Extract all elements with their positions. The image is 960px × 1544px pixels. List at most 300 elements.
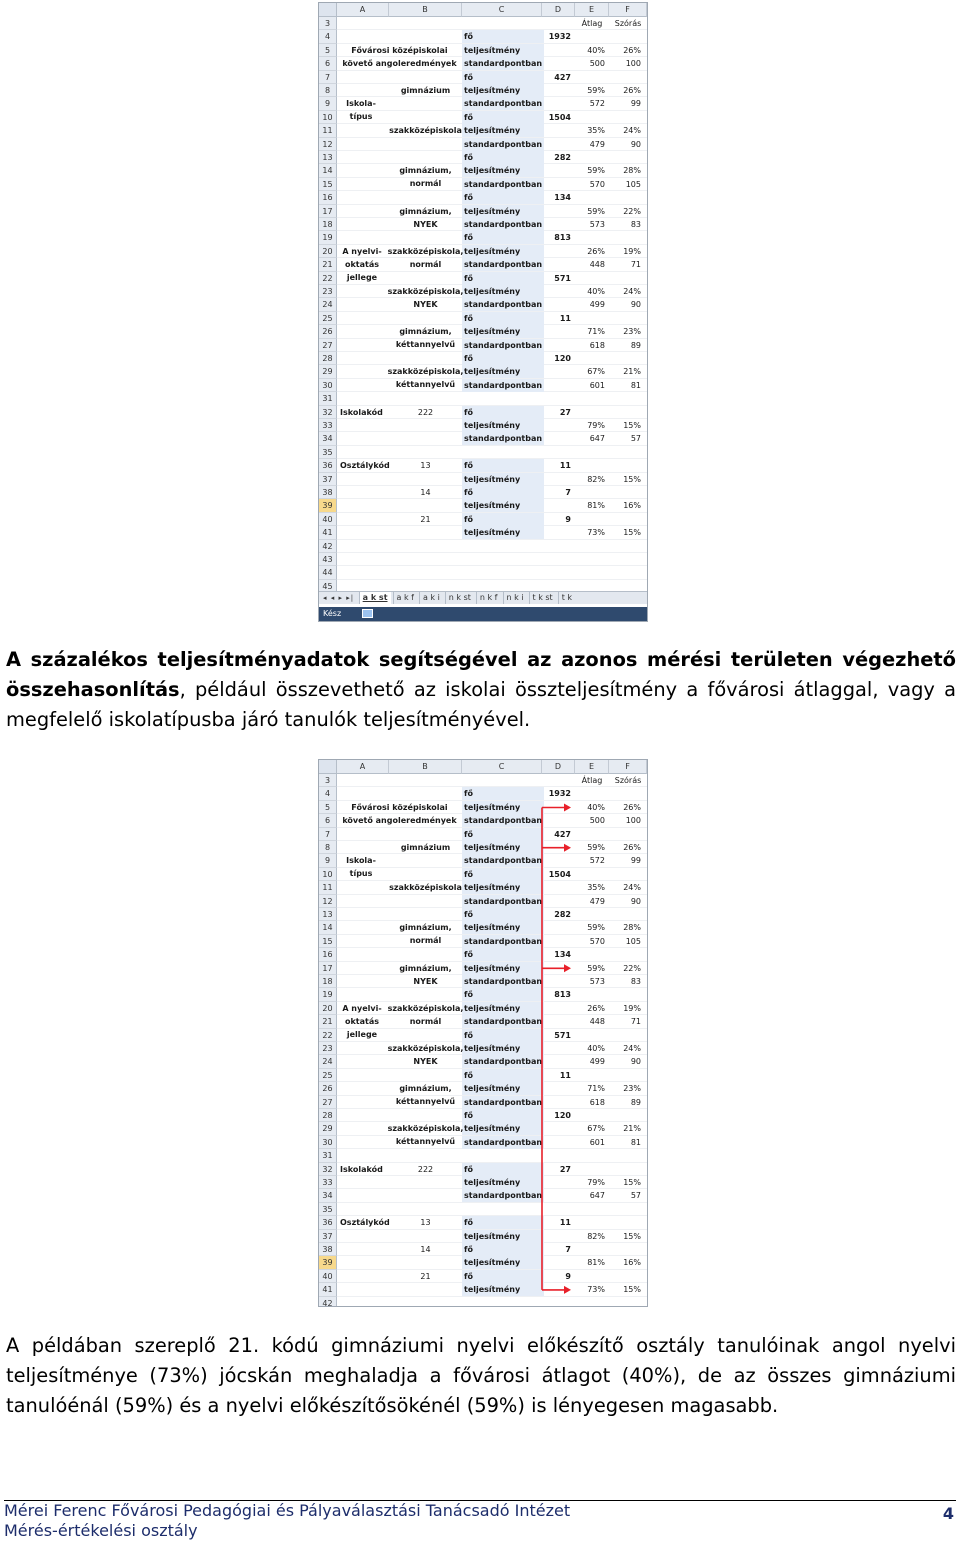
cell-deviation: 90 [630,139,641,149]
cell-average: 40% [587,802,605,812]
cell-metric-label: teljesítmény [462,526,544,539]
sheet-tab-a-k-st[interactable]: a k st [359,592,391,604]
row-header[interactable]: 7 [319,828,337,841]
row-header[interactable]: 11 [319,881,337,894]
cell-deviation: 26% [623,45,641,55]
cell-count: 571 [554,273,571,283]
row-header[interactable]: 30 [319,379,337,392]
spreadsheet-screenshot-2 [318,759,648,1307]
cell-metric-label: fő [462,1109,544,1122]
cell-metric-label: standardpontban [464,1191,543,1201]
cell-code-label: Iskolakód [340,1164,383,1174]
cell-average: 73% [587,528,605,538]
row-header[interactable]: 19 [319,988,337,1001]
cell-metric-label: standardpontban [464,139,543,149]
cell-metric-label: fő [462,1163,544,1176]
group-voc-normal: szakközépiskola, normál [387,1003,464,1026]
row-header[interactable]: 6 [319,814,337,827]
cell-metric-label: fő [462,1243,544,1256]
group-title: Fővárosi középiskolai követő angoleredmények [342,802,457,825]
group-voc-nyek: szakközépiskola, NYEK [387,1044,464,1066]
column-header-e[interactable]: E [575,760,609,774]
row-header[interactable]: 30 [319,1136,337,1149]
status-text: Kész [323,609,342,618]
column-header-c[interactable]: C [462,3,542,17]
cell-metric-label: fő [462,1216,544,1229]
row-header[interactable]: 8 [319,84,337,97]
arrowhead [564,844,571,852]
cell-metric-label: standardpontban [464,99,543,109]
row-header[interactable]: 34 [319,1189,337,1202]
cell-metric-label: teljesítmény [462,1283,544,1296]
footer-department: Mérés-értékelési osztály [4,1521,198,1540]
row-header[interactable]: 31 [319,1149,337,1162]
cell-average: 499 [589,300,605,310]
cell-metric-label: fő [462,406,544,419]
header-deviation: Szórás [614,19,642,28]
cell-count: 1504 [548,112,571,122]
row-header[interactable]: 26 [319,1082,337,1095]
cell-metric-label: teljesítmény [462,962,544,975]
cell-count: 813 [554,233,571,243]
cell-average: 67% [587,367,605,377]
cell-metric-label: teljesítmény [462,164,544,177]
cell-metric-label: fő [462,231,544,244]
cell-metric-label: teljesítmény [462,1176,544,1189]
cell-metric-label: fő [462,111,544,124]
row-header[interactable]: 6 [319,57,337,70]
row-header[interactable]: 40 [319,1270,337,1283]
cell-average: 479 [589,139,605,149]
cell-deviation: 90 [630,300,641,310]
cell-count: 427 [554,829,571,839]
cell-deviation: 83 [630,220,641,229]
cell-average: 647 [589,1191,605,1201]
cell-average: 570 [589,936,605,946]
cell-deviation: 21% [623,367,641,377]
cell-metric-label: teljesítmény [462,365,544,378]
header-deviation: Szórás [614,776,642,785]
cell-metric-label: teljesítmény [462,881,544,894]
row-header[interactable]: 28 [319,1109,337,1122]
cell-code-value: 13 [420,1218,431,1228]
cell-deviation: 81 [630,1137,641,1147]
cell-code-value: 14 [420,488,431,497]
row-header[interactable]: 29 [319,365,337,378]
cell-metric-label: teljesítmény [462,499,544,512]
row-header[interactable]: 21 [319,1015,337,1028]
row-header[interactable]: 14 [319,921,337,934]
cell-metric-label: fő [462,787,544,800]
column-header-a[interactable]: A [337,760,389,774]
row-header[interactable]: 28 [319,352,337,365]
column-header-f[interactable]: F [609,760,647,774]
row-header[interactable]: 41 [319,526,337,539]
row-header[interactable]: 44 [319,566,337,579]
row-header[interactable]: 12 [319,895,337,908]
cell-metric-label: standardpontban [464,300,543,310]
cell-metric-label: teljesítmény [462,1002,544,1015]
macro-record-icon[interactable] [362,609,373,618]
group-voc-nyek: szakközépiskola, NYEK [387,287,464,309]
cell-average: 40% [587,1044,605,1053]
row-header[interactable]: 25 [319,1069,337,1082]
row-header[interactable]: 40 [319,513,337,526]
cell-metric-label: teljesítmény [462,44,544,57]
cell-average: 81% [587,1258,605,1268]
cell-metric-label: fő [462,1069,544,1082]
column-header-b[interactable]: B [389,760,462,774]
cell-average: 448 [589,1017,605,1027]
cell-average: 59% [587,206,605,216]
cell-code-label: Osztálykód [340,461,390,471]
row-header[interactable]: 42 [319,1297,337,1307]
group-gym-nyek: gimnázium, NYEK [399,206,452,229]
cell-average: 601 [589,1137,605,1147]
row-header[interactable]: 17 [319,205,337,218]
row-header[interactable]: 37 [319,473,337,486]
row-header[interactable]: 18 [319,218,337,231]
row-header[interactable]: 39 [319,499,337,512]
group-gymnasium: gimnázium [400,843,451,852]
row-header[interactable]: 27 [319,1096,337,1109]
cell-average: 67% [587,1124,605,1134]
cell-metric-label: standardpontban [464,260,543,270]
cell-average: 59% [587,923,605,933]
row-header[interactable]: 15 [319,178,337,191]
cell-code-value: 13 [420,461,431,471]
row-header[interactable]: 16 [319,191,337,204]
paragraph-intro-rest: , például összevethető az iskolai összteljesítmény a fővárosi átlaggal, vagy a megfelelő iskolatípusba járó tanulók teljesítményével. [6,678,956,731]
row-header[interactable]: 29 [319,1122,337,1135]
row-header[interactable]: 23 [319,285,337,298]
row-header[interactable]: 42 [319,540,337,553]
cell-deviation: 26% [623,86,641,95]
cell-deviation: 23% [623,327,641,337]
group-voc-bilingual: szakközépiskola, kéttannyelvű [387,367,464,390]
cell-metric-label: fő [462,1029,544,1042]
select-all-corner[interactable] [319,3,337,17]
cell-metric-label: fő [462,312,544,325]
group-voc-bilingual: szakközépiskola, kéttannyelvű [387,1124,464,1147]
row-gridline [337,552,647,553]
row-header[interactable]: 32 [319,1163,337,1176]
cell-code-value: 14 [420,1245,431,1254]
cell-deviation: 26% [623,802,641,812]
cell-metric-label: teljesítmény [462,473,544,486]
row-header[interactable]: 8 [319,841,337,854]
cell-deviation: 28% [623,166,641,176]
cell-count: 1932 [548,32,571,42]
cell-deviation: 21% [623,1124,641,1134]
column-header-a[interactable]: A [337,3,389,17]
group-gym-bilingual: gimnázium, kéttannyelvű [395,1084,456,1107]
cell-metric-label: standardpontban [464,1017,543,1027]
group-gym-bilingual: gimnázium, kéttannyelvű [395,327,456,350]
row-header[interactable]: 10 [319,868,337,881]
cell-metric-label: teljesítmény [462,1122,544,1135]
status-bar [319,607,647,621]
cell-deviation: 90 [630,1057,641,1067]
cell-average: 573 [589,220,605,229]
cell-average: 572 [589,99,605,109]
group-gym-normal: gimnázium, normál [399,923,452,946]
cell-deviation: 24% [623,883,641,893]
column-header-f[interactable]: F [609,3,647,17]
row-header[interactable]: 7 [319,71,337,84]
row-header[interactable]: 13 [319,151,337,164]
row-header[interactable]: 35 [319,446,337,459]
cell-average: 59% [587,86,605,95]
row-header[interactable]: 37 [319,1230,337,1243]
row-header[interactable]: 34 [319,432,337,445]
cell-average: 448 [589,260,605,270]
cell-metric-label: standardpontban [464,179,543,189]
group-gymnasium: gimnázium [400,86,451,95]
cell-deviation: 71 [630,1017,641,1027]
cell-metric-label: teljesítmény [462,285,544,298]
row-header[interactable]: 39 [319,1256,337,1269]
cell-average: 479 [589,896,605,906]
row-header[interactable]: 22 [319,272,337,285]
row-header[interactable]: 19 [319,231,337,244]
sheet-tab-t-k-st[interactable]: t k st [529,592,556,604]
cell-average: 59% [587,963,605,973]
sheet-tab-a-k-i[interactable]: a k i [419,592,443,604]
cell-count: 120 [554,1111,571,1120]
cell-average: 570 [589,179,605,189]
row-header[interactable]: 4 [319,787,337,800]
cell-metric-label: fő [462,1270,544,1283]
cell-metric-label: fő [462,191,544,204]
cell-metric-label: fő [462,868,544,881]
cell-average: 59% [587,166,605,176]
row-header[interactable]: 38 [319,1243,337,1256]
cell-metric-label: fő [462,908,544,921]
cell-deviation: 28% [623,923,641,933]
cell-count: 282 [554,910,571,919]
cell-deviation: 26% [623,843,641,852]
row-header[interactable]: 10 [319,111,337,124]
cell-average: 26% [587,1003,605,1013]
row-header[interactable]: 21 [319,258,337,271]
cell-metric-label: fő [462,272,544,285]
sheet-tab-t-k[interactable]: t k [558,592,575,604]
row-header[interactable]: 9 [319,854,337,867]
arrowhead [564,804,571,812]
cell-average: 647 [589,434,605,444]
row-header[interactable]: 31 [319,392,337,405]
cell-average: 35% [587,883,605,893]
cell-average: 40% [587,45,605,55]
cell-count: 813 [554,990,571,1000]
row-header[interactable]: 14 [319,164,337,177]
column-header-d[interactable]: D [542,760,575,774]
cell-deviation: 90 [630,896,641,906]
row-header[interactable]: 16 [319,948,337,961]
header-average: Átlag [581,776,603,785]
cell-metric-label: fő [462,151,544,164]
cell-count: 1932 [548,789,571,799]
cell-metric-label: teljesítmény [462,419,544,432]
cell-average: 35% [587,126,605,136]
row-header[interactable]: 23 [319,1042,337,1055]
cell-metric-label: fő [462,30,544,43]
cell-deviation: 24% [623,1044,641,1053]
row-gridline [337,579,647,580]
tab-nav-arrows[interactable]: ◂ ◂ ▸ ▸| [323,594,355,602]
sheet-tab-a-k-f[interactable]: a k f [393,592,417,604]
cell-deviation: 81 [630,380,641,390]
cell-deviation: 22% [623,963,641,973]
cell-average: 79% [587,1178,605,1187]
cell-deviation: 105 [625,179,641,189]
row-header[interactable]: 11 [319,124,337,137]
cell-average: 40% [587,287,605,296]
sheet-tab-n-k-i[interactable]: n k i [503,592,527,604]
arrowhead [564,964,571,972]
cell-deviation: 19% [623,246,641,256]
cell-count: 11 [559,1218,571,1228]
cell-metric-label: teljesítmény [462,1230,544,1243]
spreadsheet-screenshot-1 [318,2,648,622]
sheet-tab-bar [319,591,647,604]
cell-metric-label: standardpontban [464,220,543,229]
cell-metric-label: standardpontban [464,856,543,866]
spreadsheet-grid [319,3,647,621]
row-header[interactable]: 27 [319,339,337,352]
cell-deviation: 24% [623,287,641,296]
cell-deviation: 15% [623,1178,641,1187]
row-header[interactable]: 20 [319,1002,337,1015]
row-header[interactable]: 3 [319,774,337,787]
column-header-b[interactable]: B [389,3,462,17]
cell-metric-label: fő [462,513,544,526]
column-header-c[interactable]: C [462,760,542,774]
cell-metric-label: fő [462,459,544,472]
row-header[interactable]: 41 [319,1283,337,1296]
cell-metric-label: standardpontban [464,1057,543,1067]
group-school-type: Iskola-típus [346,856,376,879]
cell-metric-label: standardpontban [464,1097,543,1107]
row-header[interactable]: 15 [319,935,337,948]
cell-deviation: 24% [623,126,641,136]
cell-deviation: 99 [630,99,641,109]
paragraph-intro [6,645,956,735]
cell-average: 59% [587,843,605,852]
row-header[interactable]: 36 [319,459,337,472]
row-header[interactable]: 3 [319,17,337,30]
group-language-type: A nyelvi-oktatás jellege [342,246,382,282]
cell-metric-label: standardpontban [464,816,543,826]
sheet-tab-n-k-f[interactable]: n k f [476,592,501,604]
column-header-d[interactable]: D [542,3,575,17]
row-header[interactable]: 5 [319,44,337,57]
row-header[interactable]: 25 [319,312,337,325]
cell-metric-label: teljesítmény [462,124,544,137]
row-header[interactable]: 24 [319,298,337,311]
paragraph-example: A példában szereplő 21. kódú gimnáziumi nyelvi előkészítő osztály tanulóinak angol nyelvi teljesítménye (73%) jócskán meghaladja a fővárosi átlagot (40%), de az összes gimnáziumi tanulóénál (59%) és a nyelvi előkészítősökénél (59%) is lényegesen magasabb. [6,1334,956,1417]
cell-average: 500 [589,816,605,826]
cell-code-value: 21 [420,1271,431,1281]
row-header[interactable]: 12 [319,138,337,151]
cell-deviation: 16% [623,1258,641,1268]
cell-count: 427 [554,72,571,82]
cell-deviation: 100 [625,816,641,826]
row-header[interactable]: 45 [319,580,337,593]
cell-metric-label: teljesítmény [462,245,544,258]
row-header[interactable]: 13 [319,908,337,921]
cell-average: 82% [587,474,605,484]
cell-deviation: 15% [623,1285,641,1295]
row-header[interactable]: 32 [319,406,337,419]
row-header[interactable]: 17 [319,962,337,975]
cell-average: 82% [587,1231,605,1241]
row-header[interactable]: 36 [319,1216,337,1229]
cell-metric-label: standardpontban [464,340,543,350]
column-header-e[interactable]: E [575,3,609,17]
cell-average: 618 [589,1097,605,1107]
cell-metric-label: standardpontban [464,59,543,69]
cell-count: 9 [565,1271,571,1281]
cell-average: 573 [589,977,605,986]
row-header[interactable]: 43 [319,553,337,566]
cell-metric-label: teljesítmény [462,921,544,934]
cell-count: 282 [554,153,571,162]
cell-average: 26% [587,246,605,256]
cell-deviation: 57 [630,434,641,444]
cell-average: 500 [589,59,605,69]
cell-deviation: 15% [623,474,641,484]
row-header[interactable]: 35 [319,1203,337,1216]
cell-deviation: 15% [623,528,641,538]
cell-average: 81% [587,501,605,511]
cell-count: 11 [559,313,571,323]
row-header[interactable]: 33 [319,1176,337,1189]
cell-code-label: Iskolakód [340,407,383,417]
row-header[interactable]: 4 [319,30,337,43]
cell-deviation: 89 [630,1097,641,1107]
row-header[interactable]: 20 [319,245,337,258]
cell-average: 618 [589,340,605,350]
row-header[interactable]: 33 [319,419,337,432]
cell-count: 7 [565,488,571,497]
cell-average: 601 [589,380,605,390]
cell-deviation: 99 [630,856,641,866]
cell-metric-label: teljesítmény [462,1256,544,1269]
row-header[interactable]: 9 [319,97,337,110]
page-footer [4,1500,956,1541]
cell-metric-label: teljesítmény [462,1042,544,1055]
cell-metric-label: fő [462,352,544,365]
cell-deviation: 23% [623,1084,641,1094]
group-vocational: szakközépiskola [389,883,462,893]
cell-deviation: 19% [623,1003,641,1013]
row-header[interactable]: 18 [319,975,337,988]
row-header[interactable]: 24 [319,1055,337,1068]
row-header[interactable]: 5 [319,801,337,814]
row-gridline [337,565,647,566]
cell-metric-label: standardpontban [464,896,543,906]
cell-metric-label: teljesítmény [462,325,544,338]
cell-metric-label: teljesítmény [462,1082,544,1095]
row-header[interactable]: 26 [319,325,337,338]
cell-metric-label: standardpontban [464,1137,543,1147]
cell-deviation: 16% [623,501,641,511]
sheet-tab-n-k-st[interactable]: n k st [445,592,474,604]
row-header[interactable]: 38 [319,486,337,499]
row-header[interactable]: 22 [319,1029,337,1042]
